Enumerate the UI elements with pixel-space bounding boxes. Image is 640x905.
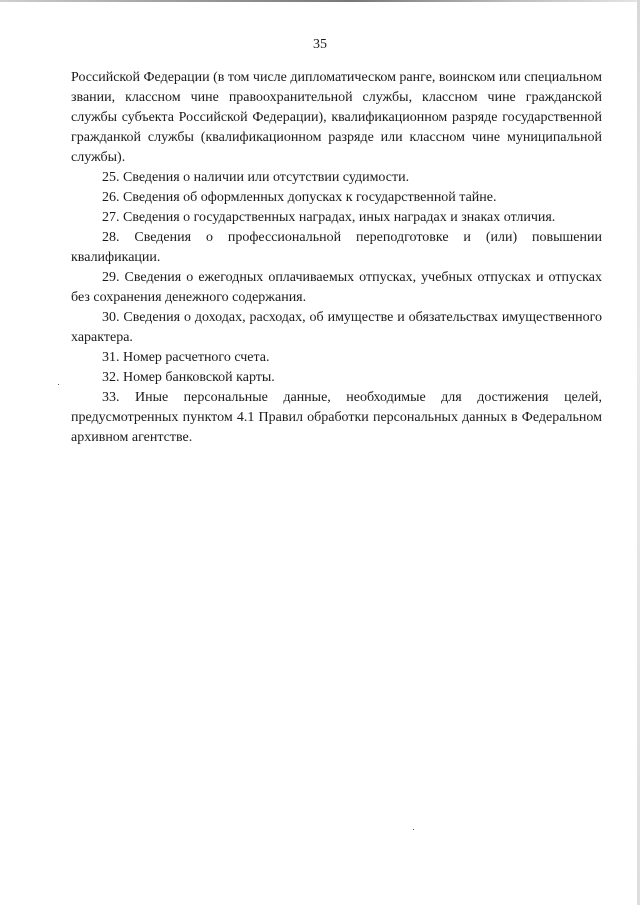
list-item-26: 26. Сведения об оформленных допусках к государственной тайне. — [102, 190, 497, 205]
list-item-28: 28. Сведения о профессиональной переподготовке и (или) повышении квалификации. — [71, 230, 602, 265]
list-item-33: 33. Иные персональные данные, необходимые для достижения целей, предусмотренных пунктом 4.1 Правил обработки персональных данных в Федеральном архивном агентстве. — [71, 390, 602, 445]
scan-speck — [413, 829, 414, 830]
list-item-25: 25. Сведения о наличии или отсутствии судимости. — [102, 170, 410, 185]
scan-speck — [58, 384, 59, 385]
document-body — [71, 68, 602, 448]
list-item-30: 30. Сведения о доходах, расходах, об имуществе и обязательствах имущественного характера. — [71, 310, 602, 345]
list-item-32: 32. Номер банковской карты. — [102, 370, 275, 385]
page-number: 35 — [313, 37, 327, 52]
list-item-29: 29. Сведения о ежегодных оплачиваемых отпусках, учебных отпусках и отпусках без сохранения денежного содержания. — [71, 270, 602, 305]
list-item-31: 31. Номер расчетного счета. — [102, 350, 270, 365]
scan-top-edge — [0, 0, 640, 2]
list-item-27: 27. Сведения о государственных наградах, иных наградах и знаках отличия. — [102, 210, 556, 225]
paragraph-continuation: Российской Федерации (в том числе дипломатическом ранге, воинском или специальном звании, классном чине правоохранительной службы, классном чине гражданской службы субъекта Российской Федерации), квалификационном разряде государственной гражданкой службы (квалификационном разряде или классном чине муниципальной службы). — [71, 70, 602, 165]
